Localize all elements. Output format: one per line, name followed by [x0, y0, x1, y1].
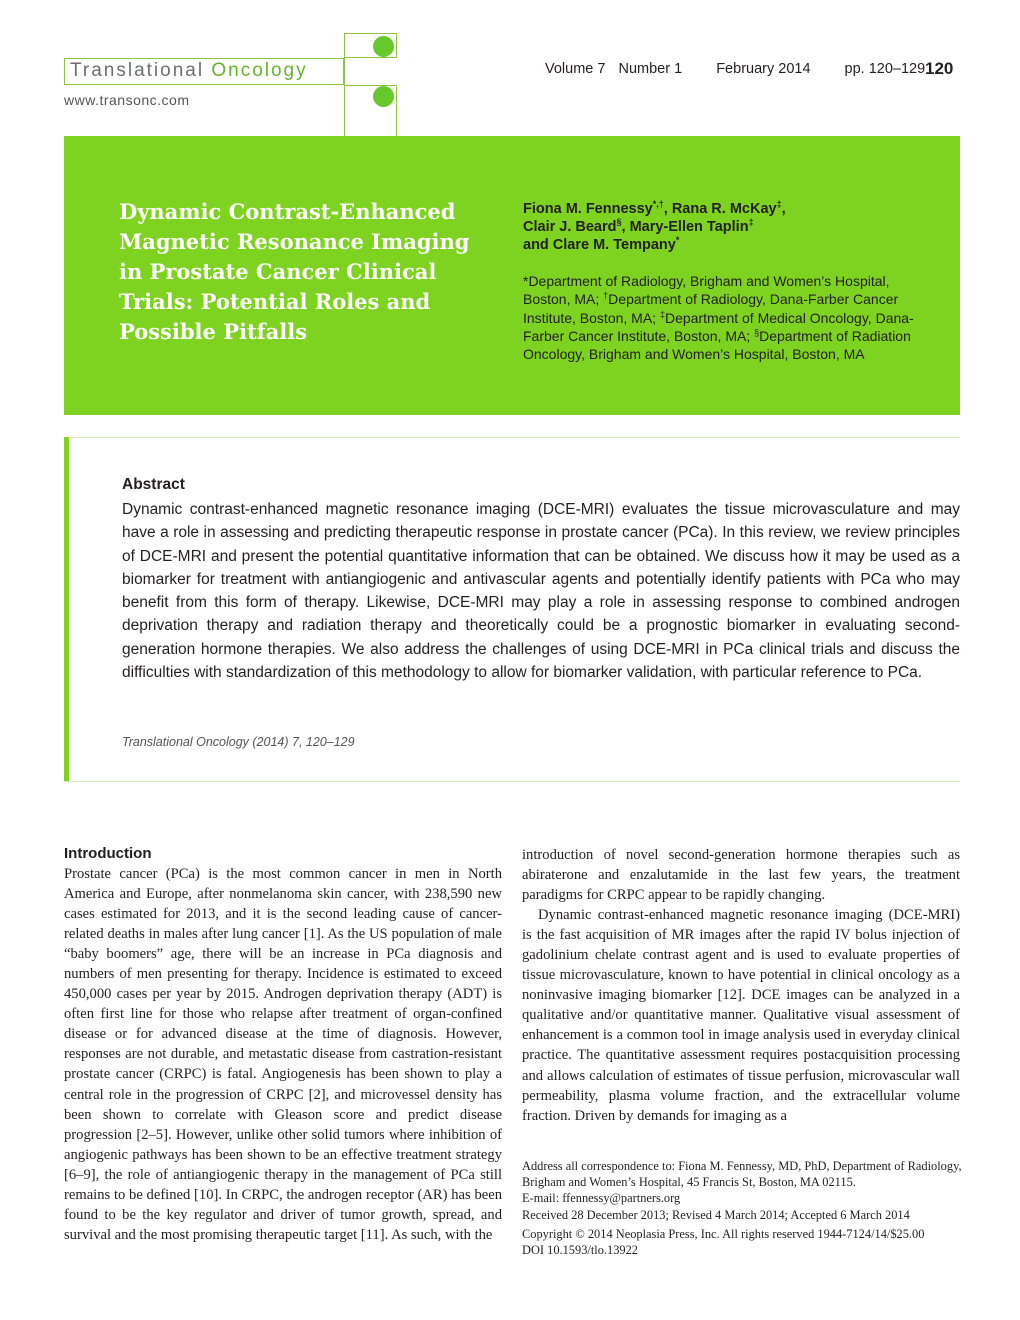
logo-dot-icon	[373, 86, 394, 107]
journal-name-part1: Translational	[70, 60, 205, 81]
affil-mark: §	[754, 327, 760, 338]
abstract-body: Dynamic contrast-enhanced magnetic resonance imaging (DCE-MRI) evaluates the tissue microvasculature and may have a role in assessing and predicting therapeutic response in prostate cancer (PCa). In this review, we review principles of DCE-MRI and present the potential quantitative information that can be obtained. We discuss how it may be used as a biomarker for treatment with antiangiogenic and antivascular agents and potentially identify patients with PCa who may benefit from this form of therapy. Likewise, DCE-MRI may play a role in assessing response to combined androgen deprivation therapy and radiation therapy and theoretically could be a prognostic biomarker in evaluating second-generation hormone therapies. We also address the challenges of using DCE-MRI in PCa clinical trials and discuss the difficulties with standardization of this methodology to allow for biomarker validation, with particular reference to PCa.	[122, 501, 960, 682]
article-title: Dynamic Contrast-Enhanced Magnetic Resonance Imaging in Prostate Cancer Clinical Trials: Potential Roles and Possible Pitfalls	[119, 199, 470, 344]
correspondence-address: Address all correspondence to: Fiona M. Fennessy, MD, PhD, Department of Radiology, Brigham and Women’s Hospital, 45 Francis St, Boston, MA 02115.	[522, 1159, 962, 1190]
paragraph: Dynamic contrast-enhanced magnetic resonance imaging (DCE-MRI) is the fast acquisition of MR images after the rapid IV bolus injection of gadolinium chelate contrast agent and is used to evaluate properties of tissue microvasculature, known to have potential in clinical oncology as a noninvasive imaging biomarker [12]. DCE images can be analyzed in a qualitative and/or quantitative manner. Qualitative visual assessment of enhancement is a common tool in image analysis used in everyday clinical practice. The quantitative assessment requires postacquisition processing and allows calculation of estimates of tissue perfusion, microvascular wall permeability, plasma volume fraction, and the extracellular volume fraction. Driven by demands for imaging as a	[522, 907, 960, 1124]
abstract-top-rule	[64, 437, 960, 438]
body-column-left	[64, 864, 502, 1245]
author-affil-mark: §	[616, 217, 622, 228]
affiliation-text: Department of Radiation Oncology, Brigham and Women’s Hospital, Boston, MA	[523, 327, 911, 363]
page-range: pp. 120–129	[844, 61, 926, 77]
section-heading-introduction: Introduction	[64, 845, 152, 862]
author-name: and Clare M. Tempany	[523, 237, 676, 253]
body-column-right	[522, 845, 960, 1126]
affiliations	[523, 272, 933, 363]
author-affil-mark: *,†	[652, 199, 664, 210]
journal-name-part2: Oncology	[211, 60, 308, 81]
issue-number: Number 1	[618, 61, 683, 77]
page-number: 120	[925, 59, 954, 78]
author-name: Rana R. McKay	[671, 201, 777, 217]
article-citation: Translational Oncology (2014) 7, 120–129	[122, 735, 355, 749]
author-name: Fiona M. Fennessy	[523, 201, 653, 217]
volume: Volume 7	[545, 61, 606, 77]
abstract-bottom-rule	[64, 781, 960, 782]
author-affil-mark: ‡	[748, 217, 754, 228]
author-list: Fiona M. Fennessy*,†, Rana R. McKay‡, Clair J. Beard§, Mary-Ellen Taplin‡ and Clare M. Tempany*	[523, 199, 786, 253]
affiliation-text: *Department of Radiology, Brigham and Women’s Hospital, Boston, MA;	[523, 273, 890, 308]
received-dates: Received 28 December 2013; Revised 4 March 2014; Accepted 6 March 2014	[522, 1207, 910, 1222]
correspondence-email[interactable]: E-mail: ffennessy@partners.org	[522, 1191, 681, 1206]
copyright-notice: Copyright © 2014 Neoplasia Press, Inc. All rights reserved 1944-7124/14/$25.00	[522, 1226, 925, 1241]
abstract-side-bar	[64, 437, 69, 782]
affil-mark: ‡	[659, 308, 665, 319]
author-name: Clair J. Beard	[523, 219, 617, 235]
correspondence-footnote	[522, 1158, 962, 1258]
abstract-heading: Abstract	[122, 476, 185, 493]
author-affil-mark: ‡	[776, 199, 782, 210]
author-affil-mark: *	[675, 235, 680, 246]
journal-url-link[interactable]: www.transonc.com	[64, 92, 190, 108]
doi-link[interactable]: DOI 10.1593/tlo.13922	[522, 1243, 638, 1258]
author-name: Mary-Ellen Taplin	[629, 219, 749, 235]
journal-logo	[70, 60, 308, 82]
affiliation-text: Department of Medical Oncology, Dana-Farber Cancer Institute, Boston, MA;	[523, 309, 914, 344]
affiliation-text: Department of Radiology, Dana-Farber Cancer Institute, Boston, MA;	[523, 291, 899, 326]
paragraph: Prostate cancer (PCa) is the most common cancer in men in North America and Europe, after nonmelanoma skin cancer, with 238,590 new cases estimated for 2013, and it is the second leading cause of cancer-related deaths in males after lung cancer [1]. As the US population of male “baby boomers” age, there will be an increase in PCa diagnosis and numbers of men presenting for therapy. Incidence is estimated to exceed 450,000 cases per year by 2015. Androgen deprivation therapy (ADT) is often first line for those who relapse after treatment of organ-confined disease or for advanced disease at the time of diagnosis. However, responses are not durable, and metastatic disease from castration-resistant prostate cancer (CRPC) is fatal. Angiogenesis has been shown to play a central role in the progression of CRPC [2], and microvessel density has been shown to correlate with Gleason score and predict disease progression [2–5]. However, unlike other solid tumors where inhibition of angiogenic pathways has been shown to be an effective treatment strategy [6–9], the role of antiangiogenic therapy in the management of PCa still remains to be defined [10]. In CRPC, the androgen receptor (AR) has been found to be the key regulator and driver of tumor growth, spread, and survival and the most promising therapeutic target [11]. As such, with the	[64, 866, 502, 1243]
issue-date: February 2014	[716, 61, 811, 77]
issue-info	[545, 61, 934, 77]
paragraph: introduction of novel second-generation hormone therapies such as abiraterone and enzalutamide in the last few years, the treatment paradigms for CRPC appear to be rapidly changing.	[522, 847, 960, 904]
logo-dot-icon	[373, 36, 394, 57]
affil-mark: †	[603, 290, 609, 301]
